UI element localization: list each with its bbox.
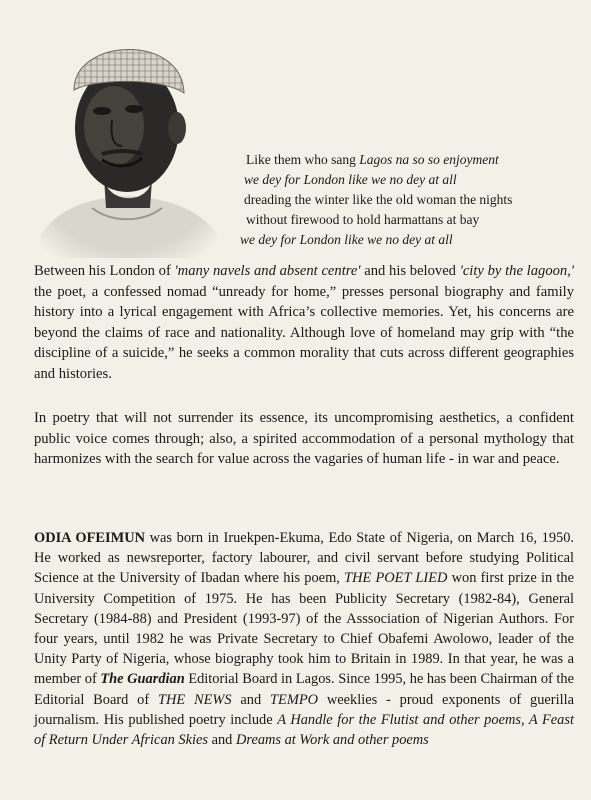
author-portrait — [22, 8, 232, 258]
poem-line-2: we dey for London like we no dey at all — [244, 172, 457, 187]
author-name: ODIA OFEIMUN — [34, 530, 145, 546]
poem-line-4: without firewood to hold harmattans at bay — [246, 212, 480, 227]
author-portrait-image — [22, 8, 232, 258]
poem-line-3: dreading the winter like the old woman the nights — [244, 192, 513, 207]
poem-line-1: Like them who sang Lagos na so so enjoyment — [246, 152, 499, 167]
author-bio: ODIA OFEIMUN was born in Iruekpen-Ekuma, Edo State of Nigeria, on March 16, 1950. He worked as newsreporter, factory labourer, and civil servant before studying Political Science at the University of Ibadan where his poem, THE POET LIED won first prize in the University Competition of 1975. He has been Publicity Secretary (1982-84), General Secretary (1984-88) and President (1993-97) of the Asssociation of Nigerian Authors. For four years, until 1982 he was Private Secretary to Chief Obafemi Awolowo, leader of the Unity Party of Nigeria, whose biography took him to Britain in 1989. In that year, he was a member of The Guardian Editorial Board in Lagos. Since 1995, he has been Chairman of the Editorial Board of THE NEWS and TEMPO weeklies - proud exponents of guerilla journalism. His published poetry include A Handle for the Flutist and other poems, A Feast of Return Under African Skies and Dreams at Work and other poems — [34, 530, 574, 749]
essence-paragraph: In poetry that will not surrender its essence, its uncompromising aesthetics, a confident public voice comes through; also, a spirited accommodation of a personal mythology that harmonizes with the search for value across the vagaries of human life - in war and peace. — [34, 410, 574, 467]
poem-line-5: we dey for London like we no dey at all — [240, 232, 453, 247]
epigraph-poem — [240, 150, 580, 250]
intro-paragraph: Between his London of 'many navels and absent centre' and his beloved 'city by the lagoon,' the poet, a confessed nomad “unready for home,” presses personal biography and family history into a lyrical engagement with Africa’s collective memories. Yet, his concerns are beyond the claims of race and nationality. Although love of homeland may grip with “the discipline of a suicide,” he seeks a common morality that cuts across different geographies and histories. — [34, 263, 574, 382]
